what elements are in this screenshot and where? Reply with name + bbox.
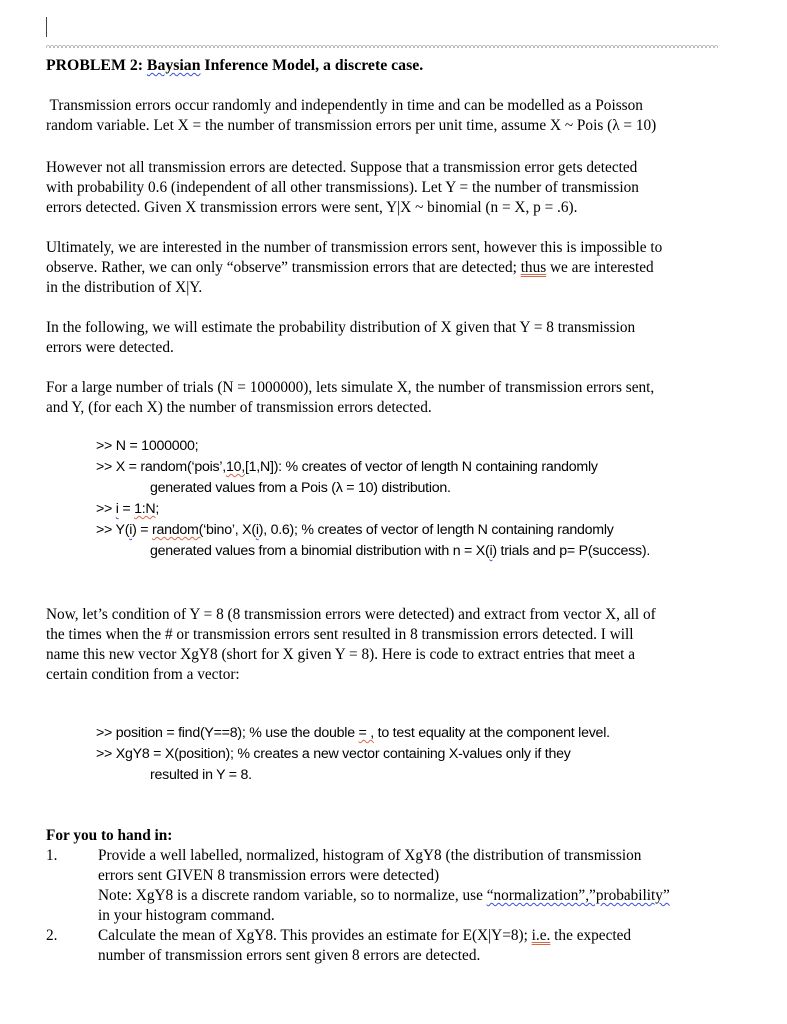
spelling-flag[interactable]: i bbox=[115, 501, 119, 517]
problem-title: PROBLEM 2: Baysian Inference Model, a discrete case. bbox=[46, 57, 424, 74]
wavy-divider bbox=[46, 44, 718, 48]
paragraph-detection: However not all transmission errors are detected. Suppose that a transmission error gets detected with probability 0.6 (independent of all other transmissions). Let Y = the number of transmission errors detected. Given X transmission errors were sent, Y|X ~ binomial (n = X, p = .6). bbox=[46, 159, 639, 216]
grammar-flag[interactable]: i.e. bbox=[531, 927, 551, 944]
grammar-flag[interactable]: random( bbox=[152, 522, 204, 538]
grammar-flag[interactable]: = , bbox=[358, 725, 374, 741]
spelling-flag[interactable]: i bbox=[129, 522, 133, 538]
paragraph-condition: Now, let’s condition of Y = 8 (8 transmission errors were detected) and extract from vector X, all of the times when the # or transmission errors sent resulted in 8 transmission errors detected. I will name this new vector XgY8 (short for X given Y = 8). Here is code to extract entries that meet a certain condition from a vector: bbox=[46, 606, 656, 683]
paragraph-goal: Ultimately, we are interested in the number of transmission errors sent, however this is impossible to observe. Rather, we can only “observe” transmission errors that are detected; thus we are interested in the distribution of X|Y. bbox=[46, 239, 663, 296]
spelling-flag[interactable]: i bbox=[255, 522, 259, 538]
code-block-extract: >> position = find(Y==8); % use the double = , to test equality at the component level. >> XgY8 = X(position); % creates a new vector containing X-values only if they resulted in Y = 8. bbox=[96, 725, 610, 783]
grammar-flag[interactable]: thus bbox=[520, 259, 547, 276]
paragraph-intro: Transmission errors occur randomly and independently in time and can be modelled as a Poisson random variable. Let X = the number of transmission errors per unit time, assume X ~ Pois (λ = 10) bbox=[46, 97, 657, 134]
list-number: 1. bbox=[46, 847, 58, 864]
spelling-flag[interactable]: i bbox=[489, 543, 493, 559]
grammar-flag[interactable]: 1:N bbox=[134, 501, 156, 517]
paragraph-estimate: In the following, we will estimate the probability distribution of X given that Y = 8 transmission errors were detected. bbox=[46, 319, 636, 356]
spelling-flag[interactable]: “normalization”,”probability” bbox=[486, 887, 670, 904]
list-number: 2. bbox=[46, 927, 58, 944]
text-cursor bbox=[46, 17, 47, 37]
paragraph-simulate: For a large number of trials (N = 1000000), lets simulate X, the number of transmission errors sent, and Y, (for each X) the number of transmission errors detected. bbox=[46, 379, 655, 416]
hand-in-heading: For you to hand in: bbox=[46, 827, 173, 844]
spelling-flag[interactable]: Baysian bbox=[146, 57, 201, 74]
code-block-simulation: >> N = 1000000; >> X = random(‘pois’,10,[1,N]): % creates of vector of length N containing randomly generated values from a Pois (λ = 10) distribution. >> i = 1:N; >> Y(i) = random(‘bino’, X(i), 0.6); % creates of vector of length N containing randomly generated values from a binomial distribution with n = X(i) trials and p= P(success). bbox=[96, 438, 651, 559]
grammar-flag[interactable]: 10,[ bbox=[226, 459, 249, 475]
